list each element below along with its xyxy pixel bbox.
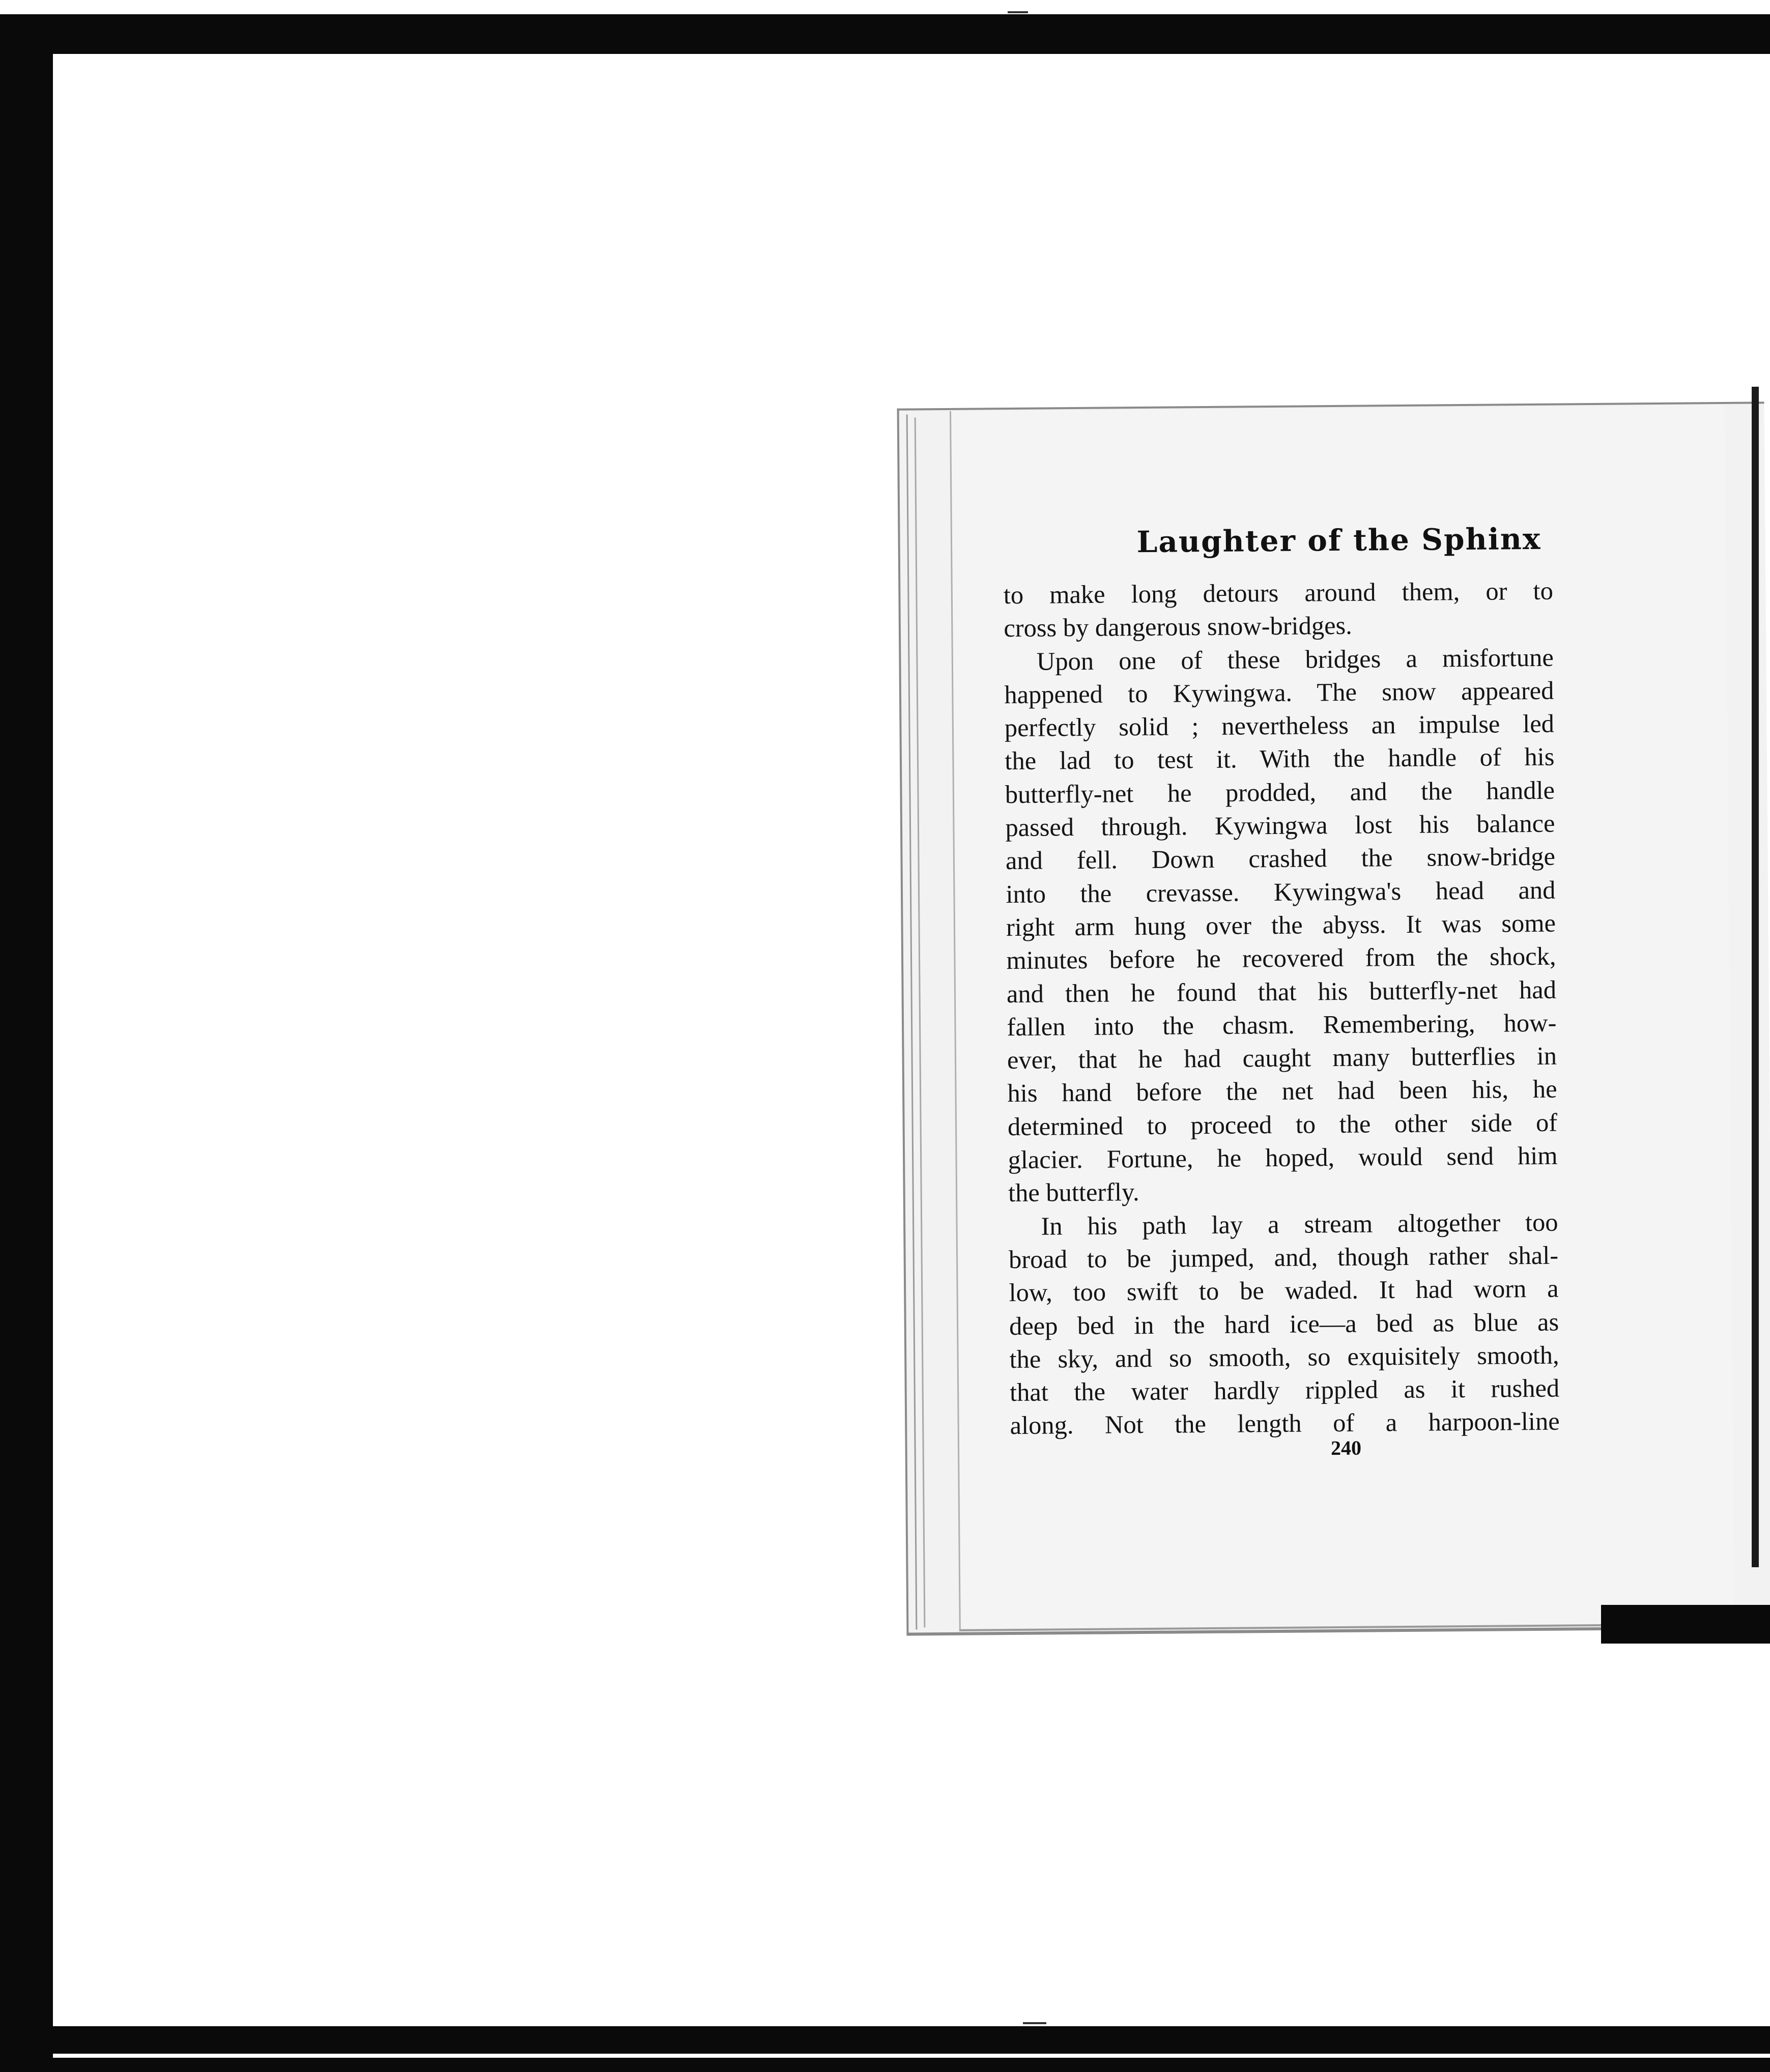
text-line: In his path lay a stream altogether too xyxy=(1041,1207,1558,1241)
text-line: fallen into the chasm. Remembering, how- xyxy=(1007,1008,1557,1042)
text-line: the butterfly. xyxy=(1008,1177,1139,1207)
text-line: cross by dangerous snow-bridges. xyxy=(1004,611,1353,643)
text-line: and fell. Down crashed the snow-bridge xyxy=(1005,842,1556,875)
text-line: that the water hardly rippled as it rushed xyxy=(1009,1373,1560,1407)
text-line: minutes before he recovered from the shock, xyxy=(1006,941,1556,975)
text-line: along. Not the length of a harpoon-line xyxy=(1010,1407,1560,1440)
text-line: deep bed in the hard ice—a bed as blue as xyxy=(1009,1307,1559,1340)
text-line: glacier. Fortune, he hoped, would send him xyxy=(1008,1141,1558,1174)
film-corner-block xyxy=(1601,1605,1770,1644)
text-line: low, too swift to be waded. It had worn a xyxy=(1009,1274,1559,1307)
text-line: determined to proceed to the other side of xyxy=(1007,1108,1558,1141)
text-line: right arm hung over the abyss. It was some xyxy=(1006,908,1556,942)
text-line: broad to be jumped, and, though rather shal- xyxy=(1008,1241,1559,1274)
film-border-top xyxy=(0,14,1770,54)
text-line: passed through. Kywingwa lost his balance xyxy=(1005,809,1555,842)
text-line: happened to Kywingwa. The snow appeared xyxy=(1004,676,1554,709)
text-line: to make long detours around them, or to xyxy=(1003,576,1554,610)
text-line: the sky, and so smooth, so exquisitely smooth, xyxy=(1009,1340,1559,1373)
text-line: the lad to test it. With the handle of his xyxy=(1005,742,1555,775)
book-page xyxy=(950,405,1734,1631)
text-line: perfectly solid ; nevertheless an impulse led xyxy=(1004,709,1555,742)
text-line: butterfly-net he prodded, and the handle xyxy=(1005,775,1555,809)
text-line: his hand before the net had been his, he xyxy=(1007,1075,1557,1108)
text-line: ever, that he had caught many butterflies in xyxy=(1007,1041,1557,1075)
film-speck xyxy=(1008,11,1028,13)
book-gutter xyxy=(1752,387,1759,1567)
film-speck xyxy=(1023,2022,1046,2024)
text-line: into the crevasse. Kywingwa's head and xyxy=(1006,875,1556,908)
film-border-bottom xyxy=(0,2026,1770,2072)
page-number: 240 xyxy=(1330,1436,1362,1460)
text-line: and then he found that his butterfly-net had xyxy=(1006,975,1557,1008)
body-text xyxy=(1004,574,1560,1443)
text-line: Upon one of these bridges a misfortune xyxy=(1036,643,1554,676)
running-head: Laughter of the Sphinx xyxy=(1136,521,1541,560)
film-border-gap xyxy=(53,2054,1770,2058)
film-border-left xyxy=(0,14,53,2072)
